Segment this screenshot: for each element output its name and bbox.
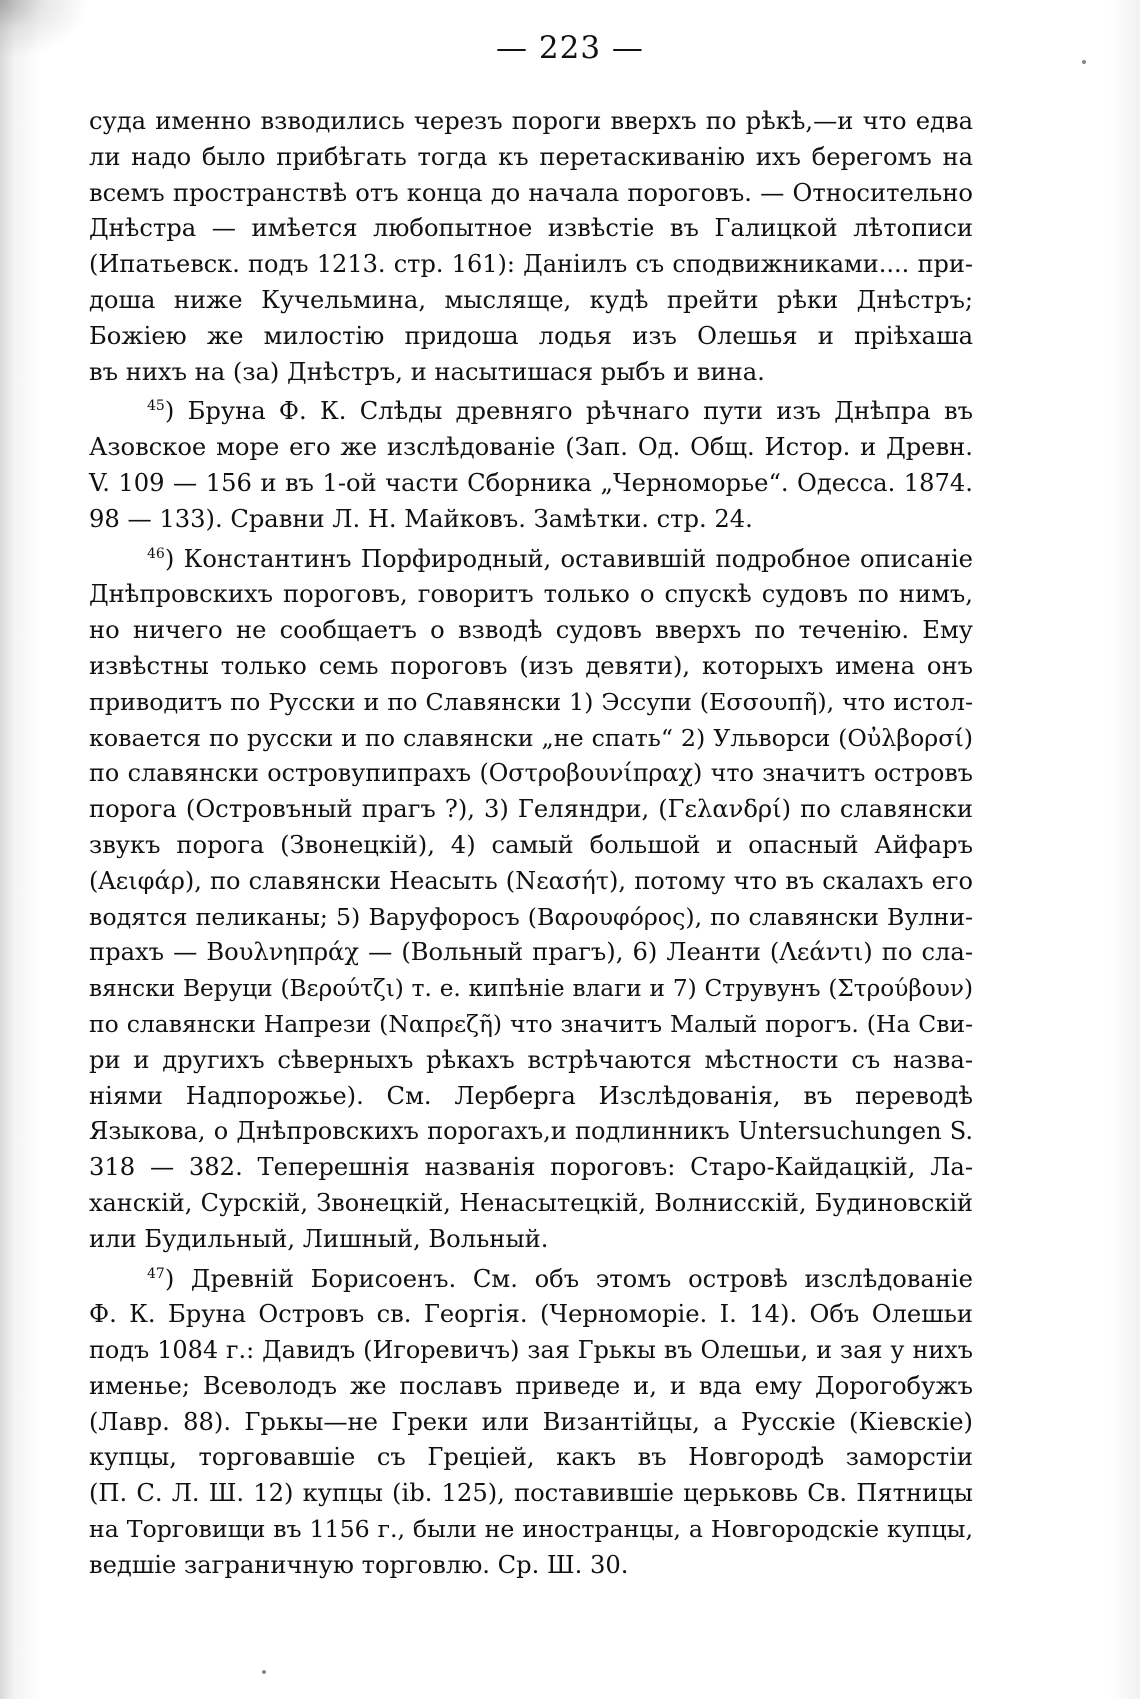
footnote-46 [89, 542, 973, 1258]
scan-speck [262, 1670, 266, 1674]
text-line [89, 1262, 973, 1298]
text-line: (П. С. Л. Ш. 12) купцы (ib. 125), поставившіе церьковь Св. Пятницы [89, 1479, 973, 1508]
footnote-47 [89, 1262, 973, 1584]
text-line: ковается по русски и по славянски „не спать“ 2) Ульворси (Οὐλβορσί) [89, 723, 973, 752]
text-line [89, 394, 973, 430]
paragraph-continuation [89, 104, 973, 390]
text-line: Днѣстра — имѣется любопытное извѣстіе въ Галицкой лѣтописи [89, 214, 973, 243]
text-line: Ф. К. Бруна Островъ св. Георгія. (Черноморіе. І. 14). Объ Олешьи [89, 1300, 973, 1329]
text-line: суда именно взводились черезъ пороги вверхъ по рѣкѣ,—и что едва [89, 107, 973, 135]
text-line: ханскій, Сурскій, Звонецкій, Ненасытецкій, Волнисскій, Будиновскій [89, 1188, 973, 1217]
text-line: доша ниже Кучельмина, мысляще, кудѣ прейти рѣки Днѣстръ; [89, 285, 973, 314]
text-line: прахъ — Βουλνηπράχ — (Вольный прагъ), 6) Леанти (Λεάντι) по сла- [89, 938, 973, 967]
text-line-content: ) Бруна Ф. К. Слѣды древняго рѣчнаго пути изъ Днѣпра въ [164, 397, 973, 426]
text-line: V. 109 — 156 и въ 1-ой части Сборника „Черноморье“. Одесса. 1874. [89, 468, 973, 497]
text-line: (Лавр. 88). Грькы—не Греки или Византійцы, а Русскіе (Кіевскіе) [89, 1407, 973, 1436]
text-line [89, 542, 973, 578]
text-line: ри и другихъ сѣверныхъ рѣкахъ встрѣчаются мѣстности съ назва- [89, 1045, 973, 1074]
text-line: ніями Надпорожье). См. Лерберга Изслѣдованія, въ переводѣ [89, 1081, 973, 1110]
text-line: вянски Веруци (Βερούτζι) т. е. кипѣніе влаги и 7) Струвунъ (Στρούβουν) [89, 975, 973, 1003]
text-line: подъ 1084 г.: Давидъ (Игоревичъ) зая Грькы въ Олешьи, и зая у нихъ [89, 1336, 973, 1365]
text-line: ведшіе заграничную торговлю. Ср. Ш. 30. [89, 1550, 629, 1579]
text-line: порога (Островъный прагъ ?), 3) Геляндри, (Γελανδρί) по славянски [89, 795, 973, 824]
text-line: (Αειφάρ), по славянски Неасыть (Νεασήτ), потому что въ скалахъ его [89, 866, 973, 895]
text-line: (Ипатьевск. подъ 1213. стр. 161): Даніилъ съ сподвижниками.... при- [89, 250, 973, 279]
footnote-number: 47 [147, 1265, 165, 1282]
text-line: именье; Всеволодъ же пославъ приведе и, и вда ему Дорогобужъ [89, 1371, 973, 1400]
text-line: въ нихъ на (за) Днѣстръ, и насытишася рыбъ и вина. [89, 357, 765, 386]
text-line: звукъ порога (Звонецкій), 4) самый большой и опасный Айфаръ [89, 830, 973, 859]
text-line: по славянски островупипрахъ (Οστροβουνίπραχ) что значитъ островъ [89, 759, 973, 788]
text-line: Божіею же милостію придоша лодья изъ Олешья и пріѣхаша [89, 321, 973, 350]
text-line: купцы, торговавшіе съ Греціей, какъ въ Новгородѣ заморстіи [89, 1443, 973, 1472]
text-line: на Торговищи въ 1156 г., были не иностранцы, а Новгородскіе купцы, [89, 1515, 973, 1544]
text-line: 318 — 382. Теперешнія названія пороговъ: Старо-Кайдацкій, Ла- [89, 1153, 973, 1182]
text-line: всемъ пространствѣ отъ конца до начала пороговъ. — Относительно [89, 178, 973, 207]
text-line: ли надо было прибѣгать тогда къ перетаскиванію ихъ берегомъ на [89, 142, 973, 171]
footnote-number: 46 [147, 545, 165, 562]
text-line: извѣстны только семь пороговъ (изъ девяти), которыхъ имена онъ [89, 651, 973, 680]
text-line: приводитъ по Русски и по Славянски 1) Эссупи (Εσσουπῆ), что истол- [89, 687, 973, 716]
text-line: Азовское море его же изслѣдованіе (Зап. Од. Общ. Истор. и Древн. [89, 433, 973, 462]
text-line: или Будильный, Лишный, Вольный. [89, 1224, 549, 1253]
page-body [89, 104, 973, 1584]
text-line: Днѣпровскихъ пороговъ, говоритъ только о спускѣ судовъ по нимъ, [89, 580, 973, 609]
text-line: но ничего не сообщаетъ о взводѣ судовъ вверхъ по теченію. Ему [89, 616, 973, 645]
text-line: водятся пеликаны; 5) Варуфоросъ (Βαρουφόρος), по славянски Вулни- [89, 902, 973, 931]
text-line-content: ) Древній Борисоенъ. См. объ этомъ островѣ изслѣдованіе [164, 1264, 973, 1293]
text-line: по славянски Напрези (Ναπρεζῆ) что значитъ Малый порогъ. (На Сви- [89, 1009, 973, 1038]
footnote-number: 45 [147, 398, 165, 415]
text-line: 98 — 133). Сравни Л. Н. Майковъ. Замѣтки. стр. 24. [89, 504, 753, 533]
text-line-content: ) Константинъ Порфиродный, оставившій подробное описаніе [164, 544, 973, 573]
text-line: Языкова, о Днѣпровскихъ порогахъ,и подлинникъ Untersuchungen S. [89, 1117, 973, 1146]
footnote-45 [89, 394, 973, 537]
page-number: — 223 — [496, 30, 644, 66]
